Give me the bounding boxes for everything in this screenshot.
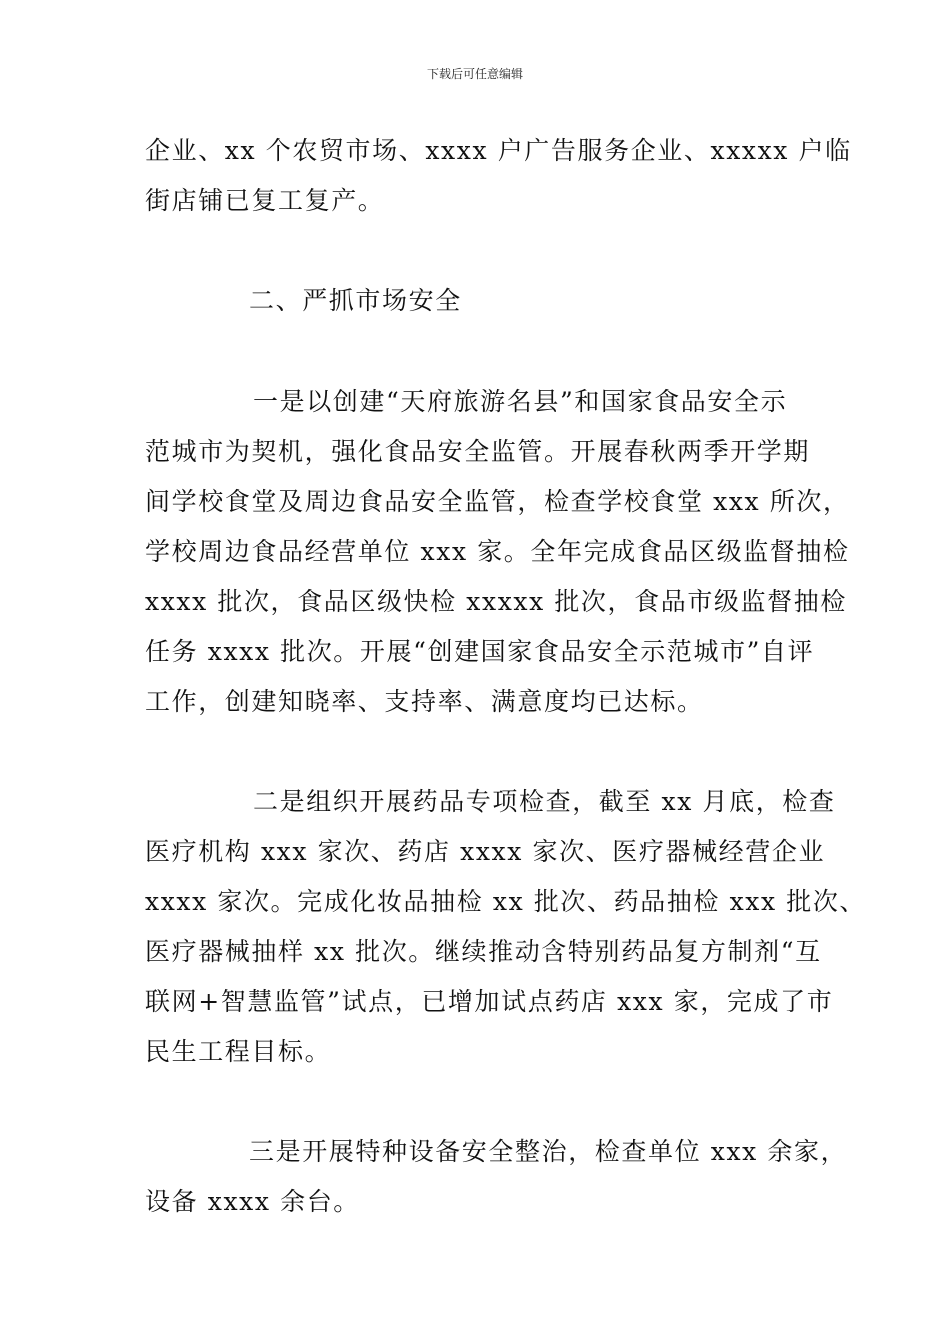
text-line: 联网+智慧监管”试点，已增加试点药店 xxx 家，完成了市 <box>145 987 834 1016</box>
text-line: 间学校食堂及周边食品安全监管，检查学校食堂 xxx 所次， <box>145 487 850 516</box>
section-heading <box>145 276 825 326</box>
text-line: xxxx 批次，食品区级快检 xxxxx 批次，食品市级监督抽检 <box>145 587 847 616</box>
paragraph-1 <box>145 126 852 226</box>
paragraph-4 <box>145 1127 848 1227</box>
text-line: 设备 xxxx 余台。 <box>145 1187 360 1216</box>
document-body <box>145 126 867 1227</box>
text-line: 民生工程目标。 <box>145 1037 332 1066</box>
text-line: 学校周边食品经营单位 xxx 家。全年完成食品区级监督抽检 <box>145 537 850 566</box>
text-line: 二是组织开展药品专项检查，截至 xx 月底，检查 <box>253 787 836 816</box>
text-line: 一是以创建“天府旅游名县”和国家食品安全示 <box>253 387 788 416</box>
paragraph-3 <box>145 777 867 1077</box>
text-line: 三是开展特种设备安全整治，检查单位 xxx 余家， <box>249 1137 848 1166</box>
text-line: 企业、xx 个农贸市场、xxxx 户广告服务企业、xxxxx 户临 <box>145 136 852 165</box>
paragraph-2 <box>145 377 850 727</box>
text-line: 工作，创建知晓率、支持率、满意度均已达标。 <box>145 687 704 716</box>
text-line: xxxx 家次。完成化妆品抽检 xx 批次、药品抽检 xxx 批次、 <box>145 887 867 916</box>
text-line: 街店铺已复工复产。 <box>145 186 385 215</box>
page-header: 下载后可任意编辑 <box>426 67 523 81</box>
text-line: 医疗机构 xxx 家次、药店 xxxx 家次、医疗器械经营企业 <box>145 837 826 866</box>
text-line: 范城市为契机，强化食品安全监管。开展春秋两季开学期 <box>145 437 811 466</box>
text-line: 任务 xxxx 批次。开展“创建国家食品安全示范城市”自评 <box>145 637 815 666</box>
heading-line: 二、严抓市场安全 <box>249 286 462 315</box>
text-line: 医疗器械抽样 xx 批次。继续推动含特别药品复方制剂“互 <box>145 937 822 966</box>
